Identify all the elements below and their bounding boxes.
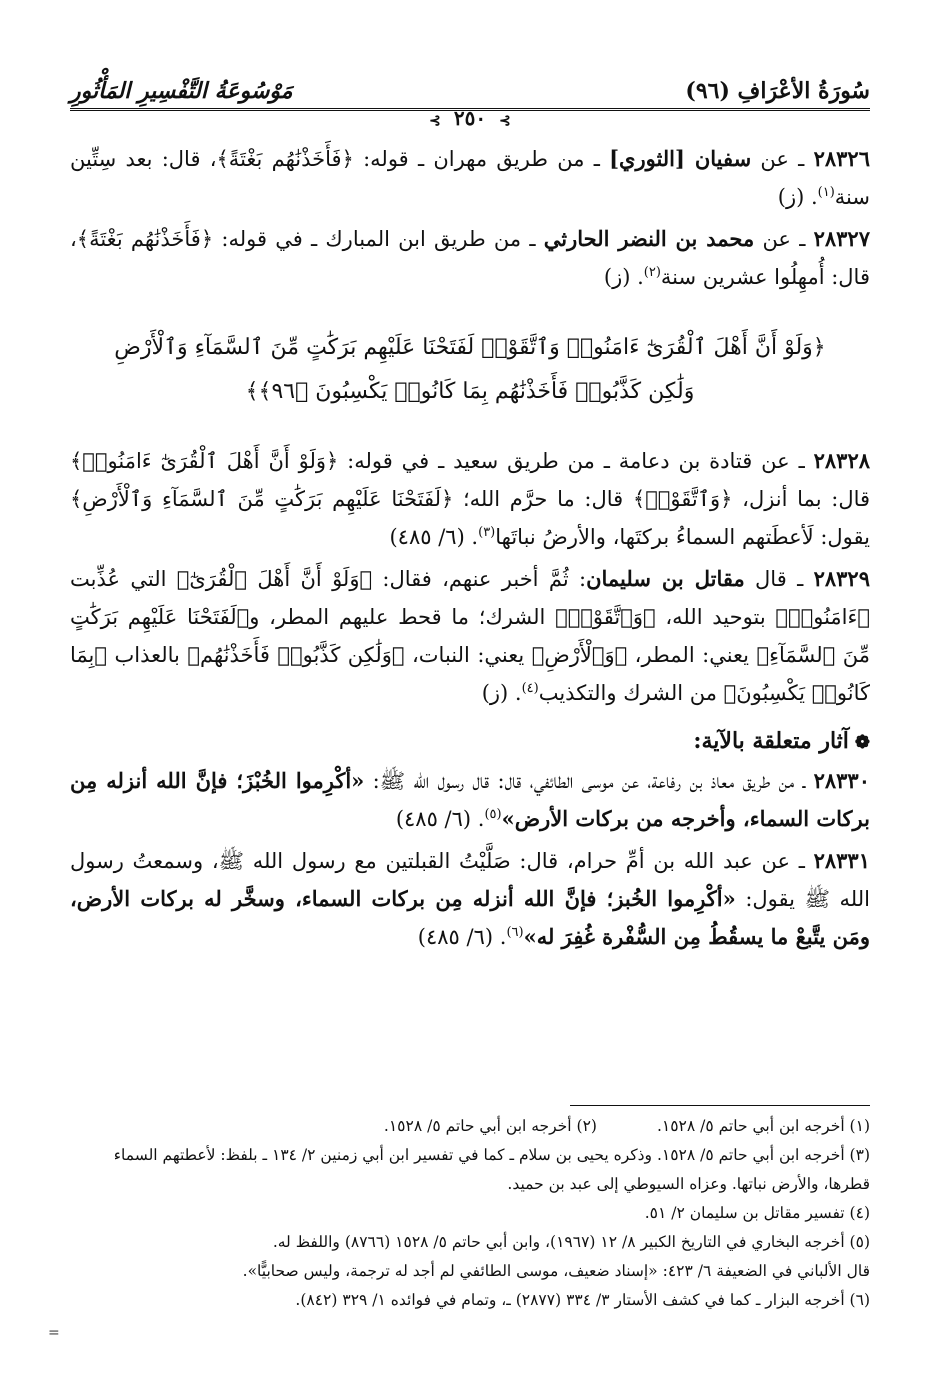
- footnote-ref: (٣): [478, 525, 496, 540]
- section-title: آثار متعلقة بالآية:: [693, 728, 849, 754]
- book-title: مَوْسُوعَةُ التَّفْسِيرِ المَأْثُورِ: [70, 78, 293, 104]
- footnote-4: (٤) تفسير مقاتل بن سليمان ٢/ ٥١.: [644, 1204, 870, 1222]
- narration-number: ٢٨٣٣١: [813, 848, 870, 873]
- footnote-divider: [570, 1105, 870, 1106]
- verse-line-1: ﴿وَلَوْ أَنَّ أَهْلَ ٱلْقُرَىٰٓ ءَامَنُوا۟ وَٱتَّقَوْا۟ لَفَتَحْنَا عَلَيْهِم بَرَكَٰتٍ مِّنَ ٱلسَّمَآءِ وَٱلْأَرْضِ: [114, 335, 826, 360]
- narrator-name: محمد بن النضر الحارثي: [543, 226, 755, 251]
- page-number: ٢٥٠: [453, 106, 487, 130]
- narration-28328: ٢٨٣٢٨ ـ عن قتادة بن دعامة ـ من طريق سعيد ـ في قوله: ﴿وَلَوْ أَنَّ أَهْلَ ٱلْقُرَىٰٓ ءَامَنُوا۟﴾ قال: بما أنزل، ﴿وَٱتَّقَوْا۟﴾ قال: ما حرَّم الله؛ ﴿لَفَتَحْنَا عَلَيْهِم بَرَكَٰتٍ مِّنَ ٱلسَّمَآءِ وَٱلْأَرْضِ﴾ يقول: لَأعطَتهم السماءُ بركتَها، والأرضُ نباتَها$^{(٣)}$. (٦/ ٤٨٥): [70, 448, 871, 549]
- hadith-text: «أكْرِموا الخُبْزَ؛ فإنَّ الله أنزله مِن بركات السماء، وأخرجه من بركات الأرض»: [70, 768, 870, 831]
- quran-verse-96: [80, 326, 860, 414]
- footnote-5: (٥) أخرجه البخاري في التاريخ الكبير ٨/ ١٢ (١٩٦٧)، وابن أبي حاتم ٥/ ١٥٢٨ (٨٧٦٦) واللفظ له.: [272, 1233, 870, 1251]
- narration-number: ٢٨٣٢٩: [813, 566, 870, 591]
- narration-number: ٢٨٣٢٧: [813, 226, 870, 251]
- footnote-ref: (٦): [506, 925, 524, 940]
- quran-quote: ﴿وَٱتَّقَوْا۟﴾: [555, 605, 656, 629]
- hadith-text: «أكْرِموا الخُبز؛ فإنَّ الله أنزله مِن بركات السماء، وسخَّر له بركات الأرض، ومَن يتَّبعْ ما يسقُطُ مِن السُّفْرة غُفِرَ له»: [70, 886, 870, 949]
- edge-mark: =: [48, 1325, 60, 1341]
- footnote-ref: (٥): [484, 807, 502, 822]
- quran-quote: ﴿فَأَخَذْنَٰهُم بَغْتَةً﴾: [76, 227, 214, 251]
- quran-quote: ﴿بِمَا كَانُوا۟ يَكْسِبُونَ﴾: [70, 643, 870, 705]
- narration-28331: ٢٨٣٣١ ـ عن عبد الله بن أمِّ حرام، قال: صَلَّيْتُ القبلتين مع رسول الله ﷺ، وسمعتُ رسول الله ﷺ يقول: «أكْرِموا الخُبز؛ فإنَّ الله أنزله مِن بركات السماء، وسخَّر له بركات الأرض، ومَن يتَّبعْ ما يسقُطُ مِن السُّفْرة غُفِرَ له»$^{(٦)}$. (٦/ ٤٨٥): [70, 848, 870, 949]
- footnote-3: (٣) أخرجه ابن أبي حاتم ٥/ ١٥٢٨. وذكره يحيى بن سلام ـ كما في تفسير ابن أبي زمنين ٢/ ١٣٤ ـ بلفظ: لأعطتهم السماء قطرها، والأرض نباتها. وعزاه السيوطي إلى عبد بن حميد.: [113, 1146, 870, 1193]
- quran-quote: ﴿لَفَتَحْنَا عَلَيْهِم بَرَكَٰتٍ مِّنَ ٱلسَّمَآءِ وَٱلْأَرْضِ﴾: [70, 487, 454, 511]
- narration-28327: ٢٨٣٢٧ ـ عن محمد بن النضر الحارثي ـ من طريق ابن المبارك ـ في قوله: ﴿فَأَخَذْنَٰهُم بَغْتَةً﴾، قال: أُمهِلُوا عشرين سنة$^{(٢)}$. (ز): [70, 226, 870, 289]
- narration-28326: ٢٨٣٢٦ ـ عن سفيان [الثوري] ـ من طريق مهران ـ قوله: ﴿فَأَخَذْنَٰهُم بَغْتَةً﴾، قال: بعد سِتِّين سنة$^{(١)}$. (ز): [70, 146, 870, 209]
- ornament-icon: ⊱: [429, 113, 441, 129]
- narration-number: ٢٨٣٢٦: [813, 146, 870, 171]
- narration-number: ٢٨٣٢٨: [813, 448, 871, 473]
- footnotes: [70, 1105, 870, 1315]
- verse-line-2: وَلَٰكِن كَذَّبُوا۟ فَأَخَذْنَٰهُم بِمَا كَانُوا۟ يَكْسِبُونَ ﴿٩٦﴾﴾: [245, 379, 695, 404]
- main-text: [70, 140, 870, 960]
- footnote-2: (٢) أخرجه ابن أبي حاتم ٥/ ١٥٢٨.: [383, 1117, 597, 1135]
- narration-number: ٢٨٣٣٠: [813, 768, 870, 793]
- book-page: [70, 60, 870, 1360]
- footnote-5-note: قال الألباني في الضعيفة ٦/ ٤٢٣: «إسناد ضعيف، موسى الطائفي لم أجد له ترجمة، وليس صحابيًّا».: [242, 1262, 870, 1280]
- quran-quote: ﴿وَٱتَّقَوْا۟﴾: [632, 487, 733, 511]
- footnote-row: [70, 1112, 870, 1141]
- footnote-1: (١) أخرجه ابن أبي حاتم ٥/ ١٥٢٨.: [656, 1117, 870, 1135]
- footnote-ref: (١): [817, 185, 835, 200]
- quran-quote: ﴿وَٱلْأَرْضِ﴾: [531, 643, 628, 667]
- narrator-name: مقاتل بن سليمان: [586, 566, 745, 591]
- page-number-row: [70, 106, 870, 132]
- running-header: [70, 60, 870, 111]
- quran-quote: ﴿وَلَٰكِن كَذَّبُوا۟ فَأَخَذْنَٰهُم﴾: [187, 643, 405, 667]
- footnote-6: (٦) أخرجه البزار ـ كما في كشف الأستار ٣/ ٣٣٤ (٢٨٧٧) ـ، وتمام في فوائده ١/ ٣٢٩ (٨٤٢).: [295, 1291, 870, 1309]
- quran-quote: ﴿وَلَوْ أَنَّ أَهْلَ ٱلْقُرَىٰٓ ءَامَنُوا۟﴾: [70, 449, 339, 473]
- footnote-ref: (٢): [643, 265, 661, 280]
- quran-quote: ﴿لَفَتَحْنَا عَلَيْهِم بَرَكَٰتٍ مِّنَ ٱلسَّمَآءِ﴾: [70, 605, 870, 667]
- footnote-ref: (٤): [521, 681, 539, 696]
- surah-title: سُورَةُ الأعْرَافِ (٩٦): [685, 78, 870, 104]
- quran-quote: ﴿ءَامَنُوا۟﴾: [775, 605, 870, 629]
- ornament-icon: ⊱: [499, 113, 511, 129]
- quran-quote: ﴿وَلَوْ أَنَّ أَهْلَ ٱلْقُرَىٰٓ﴾: [176, 567, 373, 591]
- section-heading: [70, 722, 870, 762]
- narration-28330: ٢٨٣٣٠ ـ من طريق معاذ بن رفاعة، عن موسى الطائفي، قال: قال رسول الله ﷺ: «أكْرِموا الخُبْزَ؛ فإنَّ الله أنزله مِن بركات السماء، وأخرجه من بركات الأرض»$^{(٥)}$. (٦/ ٤٨٥): [70, 768, 870, 831]
- quran-quote: ﴿فَأَخَذْنَٰهُم بَغْتَةً﴾: [216, 147, 354, 171]
- narrator-name: سفيان [الثوري]: [609, 146, 752, 171]
- flower-icon: ❁: [854, 732, 870, 753]
- narration-28329: ٢٨٣٢٩ ـ قال مقاتل بن سليمان: ثُمَّ أخبر عنهم، فقال: ﴿وَلَوْ أَنَّ أَهْلَ ٱلْقُرَىٰٓ﴾ التي عُذِّبت ﴿ءَامَنُوا۟﴾ بتوحيد الله، ﴿وَٱتَّقَوْا۟﴾ الشرك؛ ما قحط عليهم المطر، و﴿لَفَتَحْنَا عَلَيْهِم بَرَكَٰتٍ مِّنَ ٱلسَّمَآءِ﴾ يعني: المطر، ﴿وَٱلْأَرْضِ﴾ يعني: النبات، ﴿وَلَٰكِن كَذَّبُوا۟ فَأَخَذْنَٰهُم﴾ بالعذاب ﴿بِمَا كَانُوا۟ يَكْسِبُونَ﴾ من الشرك والتكذيب$^{(٤)}$. (ز): [70, 566, 870, 705]
